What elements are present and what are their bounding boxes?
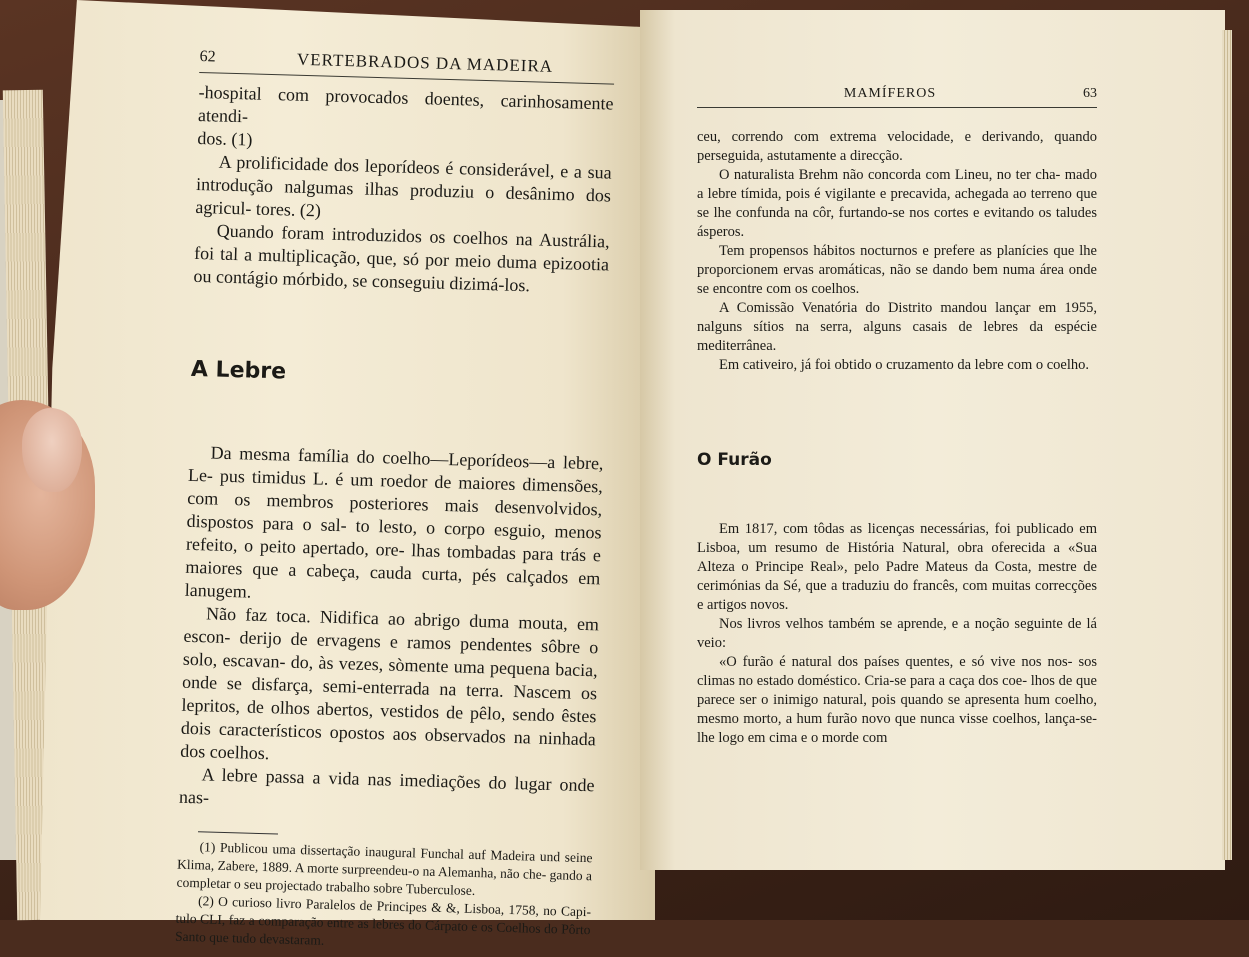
section-heading-furao: O Furão xyxy=(697,450,772,470)
intro-line-2: dos. (1) xyxy=(197,127,253,150)
thumbnail-nail xyxy=(22,408,82,492)
paragraph-toca: Não faz toca. Nidifica ao abrigo duma mouta, em escon- derijo de ervagens e ramos pendentes sôbre o solo, escavan- do, às vezes, sòmente uma pequena bacia, onde se disfarça, semi-enterrada na terra. Nascem os lepritos, de olhos abertos, vestidos de pêlo, sendo êstes dois característicos opostos aos observados na ninhada dos coelhos. xyxy=(180,603,600,764)
right-running-title: MAMÍFEROS xyxy=(843,86,937,101)
right-running-head xyxy=(697,84,1097,103)
left-running-title: VERTEBRADOS DA MADEIRA xyxy=(296,49,554,76)
footnote-rule xyxy=(198,831,278,834)
paragraph-brehm: O naturalista Brehm não concorda com Lineu, no ter cha- mado a lebre tímida, pois é vigilante e precavida, achegada ao terreno que se lhe confunda na côr, furtando-se nos cortes e evitando os taludes ásperos. xyxy=(697,167,1097,240)
footnote-1: (1) Publicou uma dissertação inaugural Funchal auf Madeira und seine Klima, Zabere, 1889. A morte surpreendeu-o na Alemanha, não che- gando a completar o seu projectado trabalho sobre Tuberculose. xyxy=(176,839,593,899)
left-page-number: 62 xyxy=(199,47,216,66)
intro-line-1: -hospital com provocados doentes, carinhosamente atendi- xyxy=(197,81,614,127)
paragraph-australia: Quando foram introduzidos os coelhos na Austrália, foi tal a multiplicação, que, só por meio duma epizootia ou contágio mórbido, se conseguiu dizimá-los. xyxy=(193,220,610,296)
footnote-2: (2) O curioso livro Paralelos de Principes & &, Lisboa, 1758, no Capi- tulo CLI, faz a comparação entre as lebres do Cárpato e os Coelhos do Pôrto Santo que tudo devastaram. xyxy=(174,893,592,948)
paragraph-cativeiro: Em cativeiro, já foi obtido o cruzamento da lebre com o coelho. xyxy=(719,357,1090,373)
paragraph-familia: Da mesma família do coelho—Leporídeos—a lebre, Le- pus timidus L. é um roedor de maiores dimensões, com os membros posteriores mais desenvolvidos, dispostos para o sal- to lesto, o corpo esguio, menos refeito, o peito apertado, ore- lhas tombadas para trás e maiores que a cabeça, cauda curta, pés calçados em lanugem. xyxy=(184,442,604,602)
paragraph-vida: A lebre passa a vida nas imediações do lugar onde nas- xyxy=(178,764,595,808)
right-page-edges xyxy=(1222,30,1232,860)
paragraph-nocturnos: Tem propensos hábitos nocturnos e prefere as planícies que lhe proporcionem ervas aromáticas, não se dando bem numa área onde se encontre com os coelhos. xyxy=(697,243,1097,297)
section-heading-lebre: A Lebre xyxy=(190,356,287,385)
left-page-text xyxy=(175,45,615,957)
paragraph-prolificidade: A prolificidade dos leporídeos é considerável, e a sua introdução nalgumas ilhas produziu o desânimo dos agricul- tores. (2) xyxy=(195,151,612,221)
paragraph-1817: Em 1817, com tôdas as licenças necessárias, foi publicado em Lisboa, um resumo de História Natural, obra oferecida a «Sua Alteza o Principe Real», pelo Padre Mateus da Costa, mestre de cerimónias da Sé, que a traduziu do francês, com muitas correcções e artigos novos. xyxy=(697,521,1097,613)
right-page-text xyxy=(697,84,1097,748)
paragraph-ceu: ceu, correndo com extrema velocidade, e derivando, quando perseguida, astutamente a direcção. xyxy=(697,129,1097,164)
paragraph-livros: Nos livros velhos também se aprende, e a noção seguinte de lá veio: xyxy=(697,616,1097,651)
paragraph-quote: «O furão é natural dos países quentes, e só vive nos nos- sos climas no estado doméstico. Cria-se para a caça dos coe- lhos de que parece ser o inimigo natural, pois quando se apresenta hum coelho, mesmo morto, a hum furão novo que nunca visse coelhos, lança-se-lhe logo em cima e o morde com xyxy=(697,654,1097,746)
paragraph-comissao: A Comissão Venatória do Distrito mandou lançar em 1955, nalguns sítios na serra, alguns casais de lebres da espécie mediterrânea. xyxy=(697,300,1097,354)
right-page-number: 63 xyxy=(1083,86,1097,101)
